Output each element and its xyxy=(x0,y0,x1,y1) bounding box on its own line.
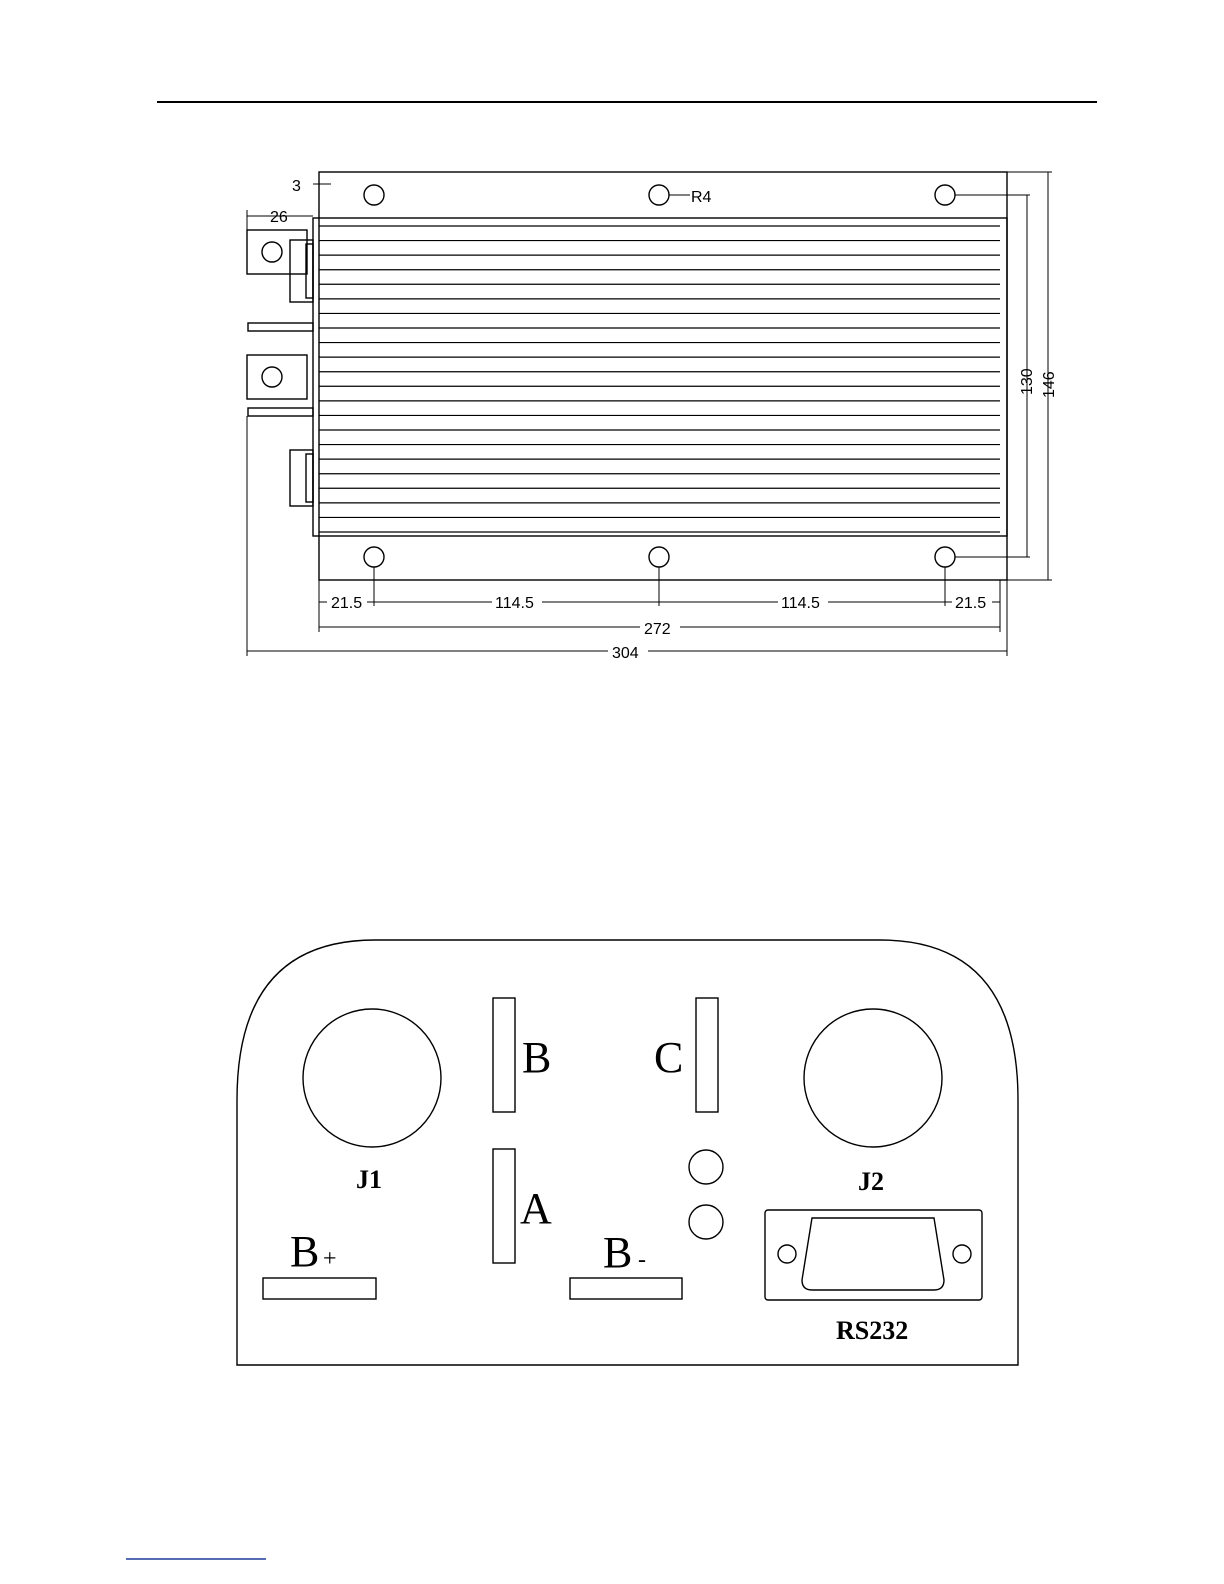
mount-hole-bottom-right xyxy=(935,547,955,567)
terminal-b-minus xyxy=(570,1278,682,1299)
mount-hole-top-left xyxy=(364,185,384,205)
dim-outer-height: 146 xyxy=(1041,371,1058,398)
label-b-minus-letter: B xyxy=(603,1228,633,1277)
terminal-block-lower xyxy=(290,450,313,506)
dim-edge-left: 21.5 xyxy=(331,595,363,612)
indicator-led-upper xyxy=(689,1150,723,1184)
mount-hole-top-right xyxy=(935,185,955,205)
terminal-block-lower-inner xyxy=(306,454,313,502)
dim-hole-radius: R4 xyxy=(691,189,712,206)
base-plate xyxy=(319,172,1007,580)
dim-span-left: 114.5 xyxy=(495,595,534,612)
dim-overall-length: 304 xyxy=(612,645,639,662)
dim-inner-height: 130 xyxy=(1019,368,1036,395)
connector-j2 xyxy=(804,1009,942,1147)
dim-terminal-offset: 26 xyxy=(270,209,288,226)
mount-hole-bottom-left xyxy=(364,547,384,567)
rs232-connector-plate xyxy=(765,1210,982,1300)
dim-edge-right: 21.5 xyxy=(955,595,987,612)
label-b-plus-letter: B xyxy=(290,1227,320,1276)
terminal-a xyxy=(493,1149,515,1263)
label-c: C xyxy=(654,1033,684,1082)
terminal-b-plus xyxy=(263,1278,376,1299)
top-view-drawing xyxy=(247,172,1058,662)
dim-edge-gap: 3 xyxy=(292,178,301,195)
terminal-hole-upper xyxy=(262,242,282,262)
label-b-plus-sign: + xyxy=(323,1246,337,1272)
connector-j1 xyxy=(303,1009,441,1147)
terminal-b xyxy=(493,998,515,1112)
label-b: B xyxy=(522,1033,552,1082)
label-b-minus-sign: - xyxy=(638,1247,646,1273)
label-rs232: RS232 xyxy=(836,1316,909,1345)
rs232-connector-shell xyxy=(802,1218,944,1290)
terminal-lug-upper xyxy=(247,230,307,274)
mount-hole-top-center xyxy=(649,185,669,205)
label-j1: J1 xyxy=(356,1165,382,1194)
indicator-led-lower xyxy=(689,1205,723,1239)
label-a: A xyxy=(520,1184,552,1233)
rs232-screw-left xyxy=(778,1245,796,1263)
mount-hole-bottom-center xyxy=(649,547,669,567)
panel-outline xyxy=(237,940,1018,1365)
rs232-screw-right xyxy=(953,1245,971,1263)
terminal-lug-lower xyxy=(247,355,307,399)
terminal-hole-lower xyxy=(262,367,282,387)
heatsink-fins xyxy=(319,226,1000,532)
terminal-c xyxy=(696,998,718,1112)
label-j2: J2 xyxy=(858,1167,884,1196)
terminal-bar-2 xyxy=(248,408,313,416)
end-view-panel xyxy=(237,940,1018,1365)
dim-hole-span: 272 xyxy=(644,621,671,638)
terminal-bar-1 xyxy=(248,323,313,331)
dim-span-right: 114.5 xyxy=(781,595,820,612)
terminal-block-upper xyxy=(290,240,313,302)
